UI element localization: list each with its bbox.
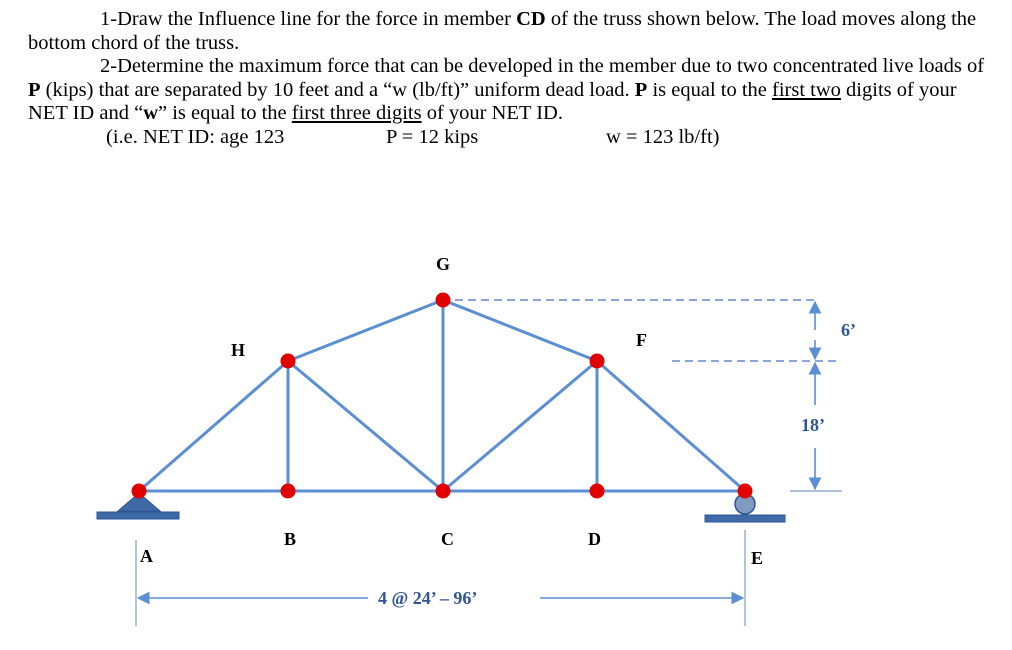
p2-text-g: digits of your NET ID and “ xyxy=(28,78,957,124)
joint-c xyxy=(436,484,451,499)
node-label-h: H xyxy=(231,340,246,360)
node-label-a: A xyxy=(140,546,153,566)
span-dimension-label: 4 @ 24’ – 96’ xyxy=(378,588,478,608)
example-netid: (i.e. NET ID: age 123 xyxy=(106,125,285,148)
joint-e xyxy=(738,484,753,499)
example-p: P = 12 kips xyxy=(386,125,479,148)
member-hg xyxy=(288,300,443,361)
p2-p-symbol-2: P xyxy=(634,78,648,101)
node-label-d: D xyxy=(588,529,601,549)
node-label-g: G xyxy=(436,254,451,274)
node-label-b: B xyxy=(284,529,297,549)
joint-g xyxy=(436,293,451,308)
joint-f xyxy=(590,354,605,369)
p2-text-i: ” is equal to the xyxy=(158,102,292,124)
node-label-c: C xyxy=(441,529,454,549)
member-cf xyxy=(443,361,597,491)
p2-first-two: first two xyxy=(772,78,841,101)
p2-first-three-digits: first three digits xyxy=(291,102,422,124)
joint-b xyxy=(281,484,296,499)
p1-member-cd: CD xyxy=(516,8,546,30)
member-hc xyxy=(288,361,443,491)
top-rise-label: 6’ xyxy=(841,320,856,340)
joint-h xyxy=(281,354,296,369)
member-fe xyxy=(597,361,745,491)
truss-members xyxy=(139,300,745,491)
example-w: w = 123 lb/ft) xyxy=(606,125,720,148)
joint-a xyxy=(132,484,147,499)
p2-p-symbol: P xyxy=(28,78,41,101)
p2-text-k: of your NET ID. xyxy=(421,102,563,124)
p2-w-symbol: w xyxy=(143,102,158,124)
height-dimensions xyxy=(790,302,856,491)
joint-d xyxy=(590,484,605,499)
p2-text-a: 2-Determine the maximum force that can be developed in the member due to two concentrated live loads of xyxy=(100,55,985,77)
p1-text-a: 1-Draw the Influence line for the force in member xyxy=(100,8,517,30)
mid-height-label: 18’ xyxy=(801,415,825,435)
p2-text-e: is equal to the xyxy=(647,78,773,101)
member-gf xyxy=(443,300,597,361)
member-ah xyxy=(139,361,288,491)
node-label-e: E xyxy=(751,548,764,568)
node-label-f: F xyxy=(636,330,647,350)
p1-text-c: of the truss shown below. The load moves along the bottom chord of the truss. xyxy=(28,8,977,54)
p2-text-c: (kips) that are separated by 10 feet and a “w (lb/ft)” uniform dead load. xyxy=(40,78,635,101)
